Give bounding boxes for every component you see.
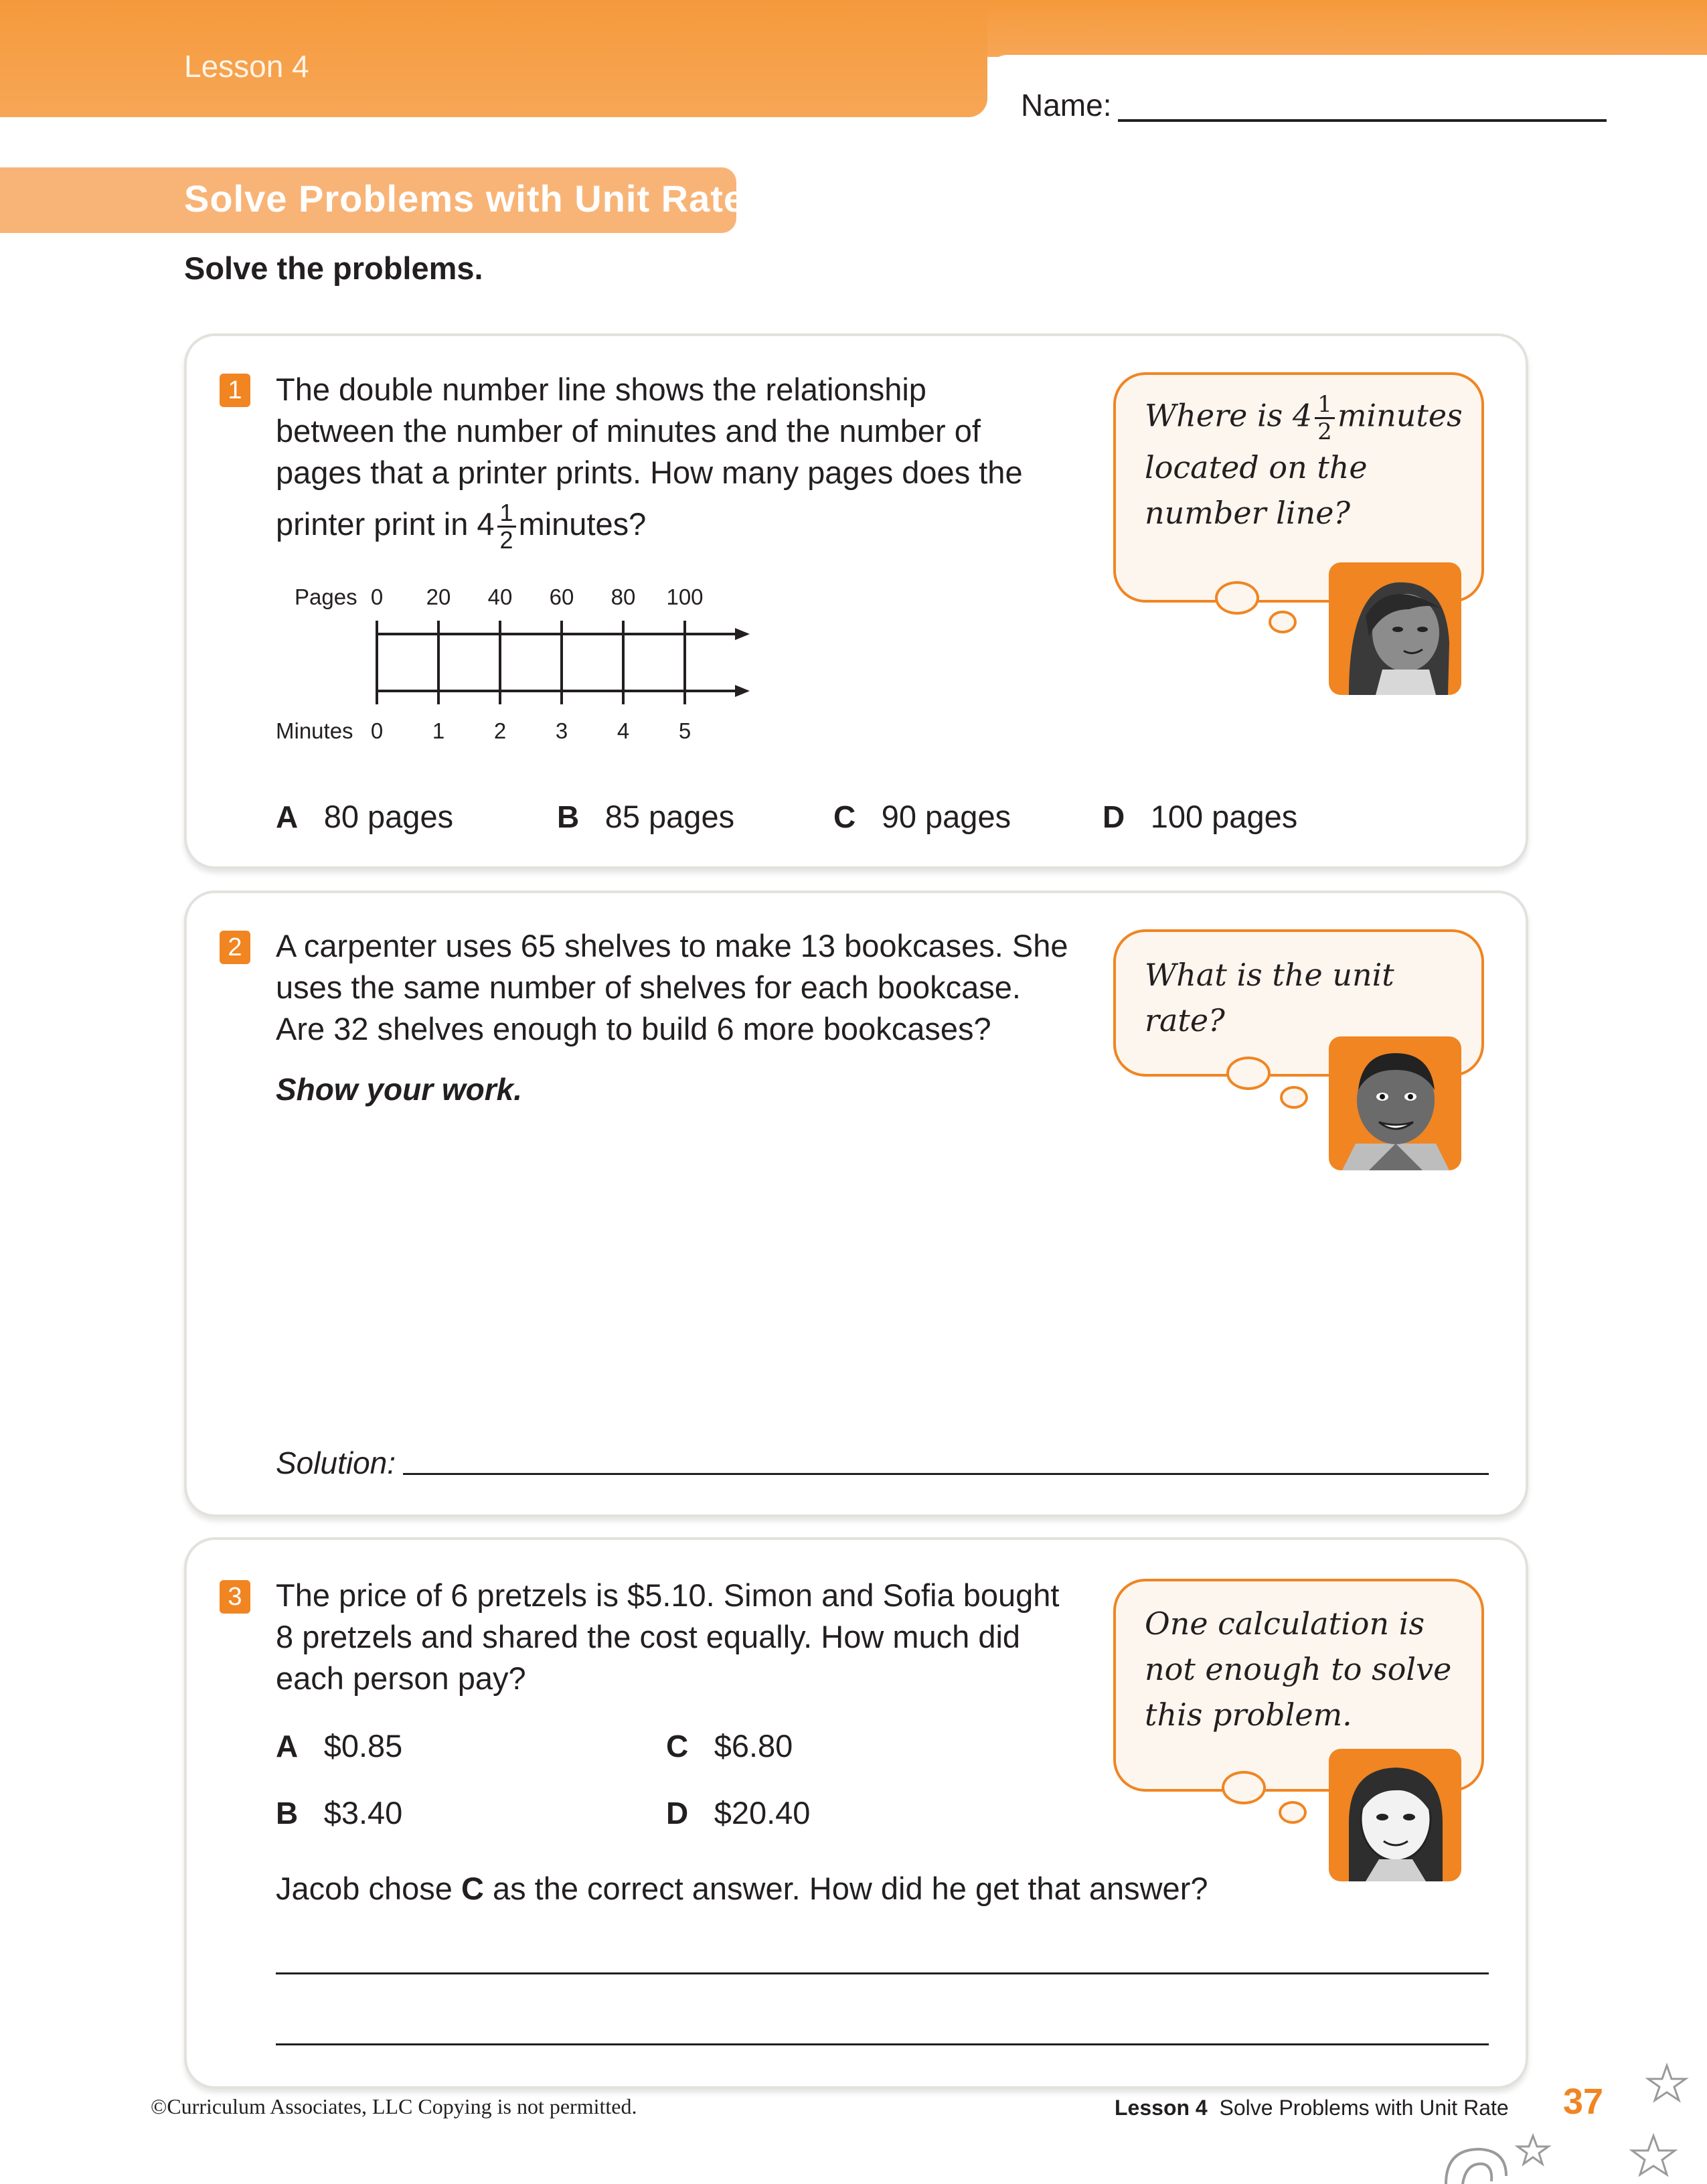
page-tick-label: 60 xyxy=(549,584,574,609)
followup-text: Jacob chose xyxy=(276,1871,461,1906)
followup-question xyxy=(276,1868,1208,1909)
fraction-denominator: 2 xyxy=(499,526,513,554)
choice-letter: D xyxy=(666,1796,689,1830)
choice-letter: D xyxy=(1103,799,1125,834)
thought-dot xyxy=(1280,1086,1308,1109)
choice-letter: C xyxy=(666,1729,689,1764)
page-tick-label: 20 xyxy=(426,584,451,609)
choice-a[interactable] xyxy=(276,1727,402,1764)
thought-dot xyxy=(1222,1771,1266,1804)
problem-1-line: between the number of minutes and the number of xyxy=(276,413,981,449)
choice-text: $6.80 xyxy=(714,1728,793,1764)
fraction xyxy=(497,500,516,553)
footer-lesson-number: Lesson 4 xyxy=(1115,2096,1208,2120)
problem-2-line: uses the same number of shelves for each bookcase. xyxy=(276,969,1021,1005)
student-avatar-girl-2-svg xyxy=(1329,1749,1461,1881)
page-title: Solve Problems with Unit Rate xyxy=(184,177,746,220)
choice-b[interactable] xyxy=(557,798,734,835)
problem-2-text xyxy=(276,925,1068,1050)
page-tick-label: 80 xyxy=(611,584,636,609)
name-label: Name: xyxy=(1021,88,1112,123)
fraction-numerator: 1 xyxy=(497,500,516,528)
problem-1-text xyxy=(276,369,1023,553)
decorative-stars-icon xyxy=(1372,2049,1707,2184)
fraction-numerator: 1 xyxy=(1315,392,1335,419)
minute-tick-label: 2 xyxy=(493,718,507,743)
page-number: 37 xyxy=(1563,2082,1604,2122)
student-avatar-girl xyxy=(1329,562,1461,695)
followup-bold: C xyxy=(461,1871,484,1906)
choice-d[interactable] xyxy=(1103,798,1297,835)
copyright: ©Curriculum Associates, LLC Copying is not permitted. xyxy=(151,2094,637,2118)
name-field[interactable] xyxy=(1118,119,1607,122)
answer-line-1[interactable] xyxy=(276,1972,1489,1974)
page-tick-label: 0 xyxy=(370,584,384,609)
problem-number-1: 1 xyxy=(220,374,250,407)
show-work-label: Show your work. xyxy=(276,1072,523,1107)
problem-number-2: 2 xyxy=(220,931,250,964)
page-tick-label: 100 xyxy=(666,584,704,609)
minute-tick-label: 1 xyxy=(432,718,445,743)
minute-tick-label: 4 xyxy=(617,718,630,743)
choice-b[interactable] xyxy=(276,1794,402,1831)
followup-text: as the correct answer. How did he get that answer? xyxy=(483,1871,1208,1906)
choice-text: 100 pages xyxy=(1150,799,1298,834)
choice-text: $0.85 xyxy=(323,1728,403,1764)
solution-label: Solution: xyxy=(276,1446,396,1480)
choice-letter: C xyxy=(833,799,856,834)
hint-1-line-text: Where is 4 xyxy=(1145,397,1313,434)
lesson-label: Lesson 4 xyxy=(184,49,309,84)
problem-1-line: pages that a printer prints. How many pages does the xyxy=(276,455,1023,490)
thought-dot xyxy=(1279,1801,1307,1824)
thought-dot xyxy=(1269,611,1297,633)
instructions: Solve the problems. xyxy=(184,250,483,286)
hint-3-line: One calculation is xyxy=(1145,1606,1425,1642)
fraction-denominator: 2 xyxy=(1317,418,1332,445)
minutes-arrow-icon xyxy=(735,685,750,697)
hint-1-line: number line? xyxy=(1145,495,1351,531)
choice-c[interactable] xyxy=(833,798,1011,835)
answer-line-2[interactable] xyxy=(276,2043,1489,2045)
hint-3-line: this problem. xyxy=(1145,1697,1352,1733)
solution-answer-line[interactable] xyxy=(403,1473,1489,1475)
hint-2-text xyxy=(1145,952,1394,1043)
problem-1-line-text: minutes? xyxy=(518,505,647,542)
pages-label: Pages xyxy=(295,584,357,609)
problem-3-text xyxy=(276,1575,1059,1699)
problem-1-line xyxy=(276,500,1023,553)
problem-2-line: Are 32 shelves enough to build 6 more bookcases? xyxy=(276,1011,991,1046)
choice-c[interactable] xyxy=(666,1727,793,1764)
page-tick-label: 40 xyxy=(487,584,513,609)
student-avatar-boy-svg xyxy=(1329,1036,1461,1170)
hint-1-line-text: minutes xyxy=(1337,397,1463,434)
hint-1-line: located on the xyxy=(1145,449,1368,485)
minute-tick-label: 3 xyxy=(555,718,568,743)
hint-3-line: not enough to solve xyxy=(1145,1651,1452,1687)
choice-text: $3.40 xyxy=(323,1795,403,1830)
hint-1-line xyxy=(1145,392,1463,445)
footer-lesson-title: Solve Problems with Unit Rate xyxy=(1219,2096,1509,2120)
choice-text: 80 pages xyxy=(323,799,454,834)
choice-text: 90 pages xyxy=(881,799,1011,834)
choice-a[interactable] xyxy=(276,798,453,835)
choice-letter: A xyxy=(276,1729,299,1764)
minutes-label: Minutes xyxy=(276,718,353,743)
minute-tick-label: 0 xyxy=(370,718,384,743)
problem-number-3: 3 xyxy=(220,1580,250,1614)
choice-letter: B xyxy=(276,1796,299,1830)
choice-text: 85 pages xyxy=(604,799,735,834)
problem-3-line: The price of 6 pretzels is $5.10. Simon and Sofia bought xyxy=(276,1577,1060,1613)
hint-1-text xyxy=(1145,392,1463,536)
header-band xyxy=(0,0,987,117)
hint-2-line: What is the unit xyxy=(1145,957,1394,993)
hint-fraction xyxy=(1315,392,1335,445)
hint-2-line: rate? xyxy=(1145,1002,1225,1038)
choice-text: $20.40 xyxy=(714,1795,811,1830)
problem-1-line: The double number line shows the relationship xyxy=(276,372,926,407)
choice-letter: A xyxy=(276,799,299,834)
double-number-line-svg xyxy=(276,584,777,758)
problem-1-line-text: printer print in 4 xyxy=(276,505,495,542)
minute-tick-label: 5 xyxy=(678,718,692,743)
header-band-right xyxy=(987,0,1707,57)
choice-d[interactable] xyxy=(666,1794,810,1831)
problem-2-line: A carpenter uses 65 shelves to make 13 bookcases. She xyxy=(276,928,1068,963)
student-avatar-boy xyxy=(1329,1036,1461,1170)
student-avatar-girl-2 xyxy=(1329,1749,1461,1881)
hint-3-text xyxy=(1145,1601,1451,1737)
student-avatar-girl-svg xyxy=(1329,562,1461,695)
choice-letter: B xyxy=(557,799,580,834)
problem-3-line: each person pay? xyxy=(276,1660,526,1696)
thought-dot xyxy=(1226,1057,1271,1090)
thought-dot xyxy=(1215,581,1259,615)
pages-arrow-icon xyxy=(735,628,750,640)
problem-3-line: 8 pretzels and shared the cost equally. How much did xyxy=(276,1619,1021,1654)
double-number-line xyxy=(276,584,777,758)
